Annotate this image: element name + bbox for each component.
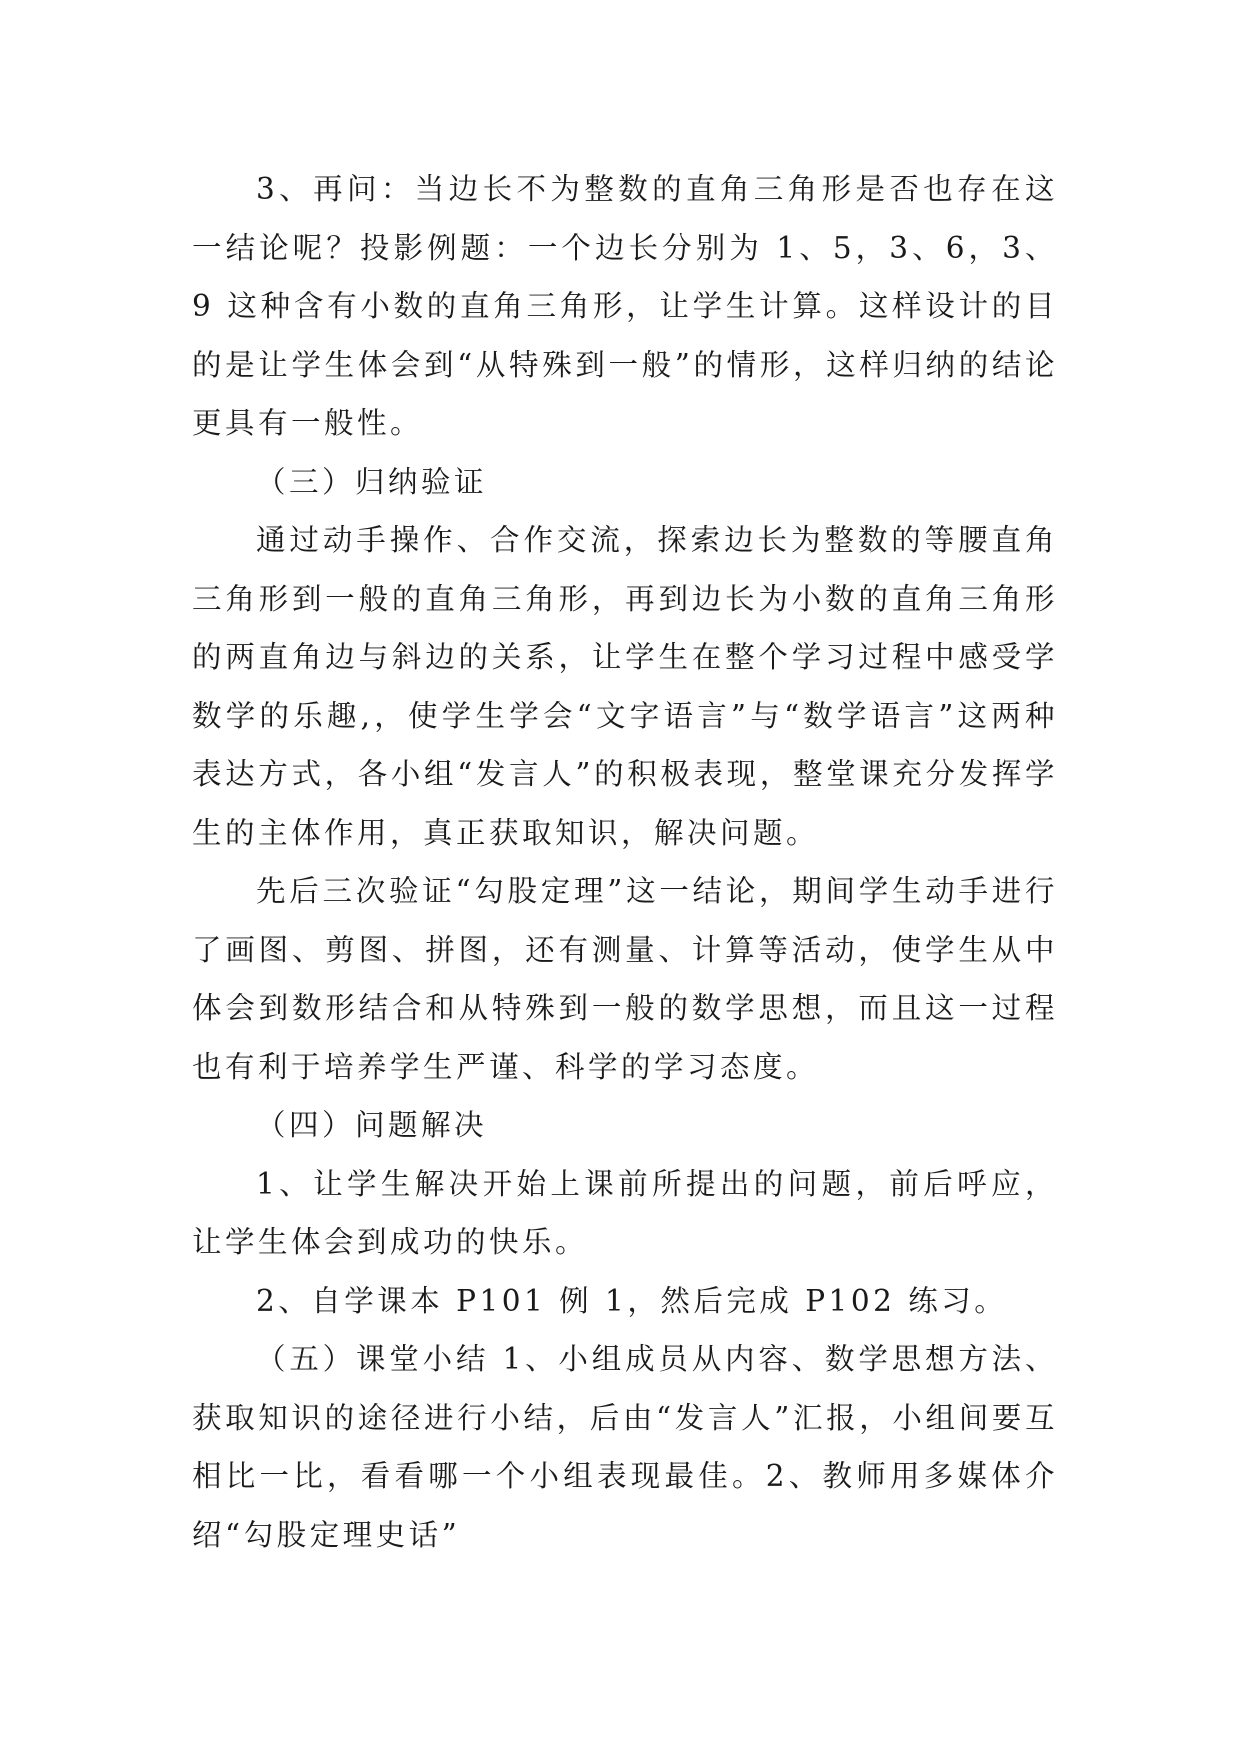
paragraph-summary: （五）课堂小结 1、小组成员从内容、数学思想方法、获取知识的途径进行小结，后由“发言人”汇报，小组间要互相比一比，看看哪一个小组表现最佳。2、教师用多媒体介绍“勾股定理史话”	[192, 1342, 1058, 1552]
paragraph-problem-2: 2、自学课本 P101 例 1，然后完成 P102 练习。	[256, 1283, 1008, 1318]
section-heading-4: （四）问题解决	[256, 1108, 488, 1142]
paragraph-verification: 先后三次验证“勾股定理”这一结论，期间学生动手进行了画图、剪图、拼图，还有测量、计算等活动，使学生从中体会到数形结合和从特殊到一般的数学思想，而且这一过程也有利于培养学生严谨、科学的学习态度。	[192, 874, 1058, 1084]
section-heading-3: （三）归纳验证	[256, 464, 488, 499]
body-text	[192, 160, 1058, 1564]
paragraph-question-3: 3、再问：当边长不为整数的直角三角形是否也存在这一结论呢？投影例题：一个边长分别为 1、5，3、6，3、9 这种含有小数的直角三角形，让学生计算。这样设计的目的是让学生体会到“从特殊到一般”的情形，这样归纳的结论更具有一般性。	[192, 172, 1058, 440]
paragraph-induction: 通过动手操作、合作交流，探索边长为整数的等腰直角三角形到一般的直角三角形，再到边长为小数的直角三角形的两直角边与斜边的关系，让学生在整个学习过程中感受学数学的乐趣,，使学生学会“文字语言”与“数学语言”这两种表达方式，各小组“发言人”的积极表现，整堂课充分发挥学生的主体作用，真正获取知识，解决问题。	[192, 523, 1058, 850]
paragraph-problem-1: 1、让学生解决开始上课前所提出的问题，前后呼应，让学生体会到成功的快乐。	[192, 1166, 1058, 1259]
